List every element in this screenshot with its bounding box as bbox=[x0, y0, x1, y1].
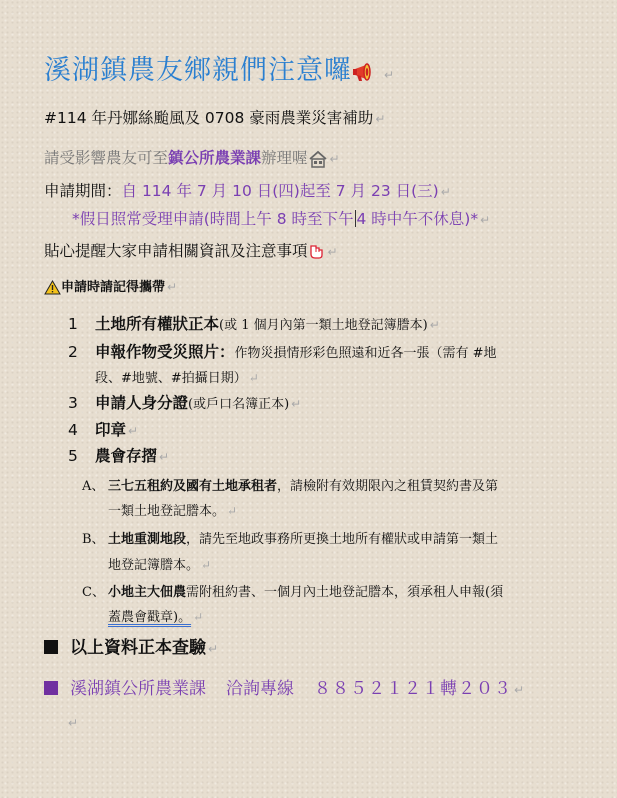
item-note: (或戶口名簿正本) bbox=[188, 397, 290, 412]
bring-heading-text: 申請時請記得攜帶 bbox=[61, 280, 166, 295]
paragraph-mark: ↵ bbox=[167, 280, 178, 294]
paragraph-mark: ↵ bbox=[208, 642, 219, 656]
contact-number: ８８５２１２１轉２０３ bbox=[314, 679, 512, 699]
sub-item-text: ，請檢附有效期限內之租賃契約書及第 bbox=[277, 479, 499, 494]
sub-item-bold: 小地主大佃農 bbox=[108, 585, 187, 600]
list-item bbox=[68, 444, 169, 466]
paragraph-mark: ↵ bbox=[480, 213, 491, 227]
paragraph-mark: ↵ bbox=[201, 558, 212, 572]
item-note-continued: 段、#地號、#拍攝日期） bbox=[95, 371, 247, 386]
item-label: 印章 bbox=[95, 421, 127, 439]
sub-item-text-continued: 蓋農會戳章)。 bbox=[108, 610, 192, 625]
paragraph-mark: ↵ bbox=[248, 371, 259, 385]
item-note: 作物災損情形彩色照遠和近各一張（需有 #地 bbox=[234, 346, 497, 361]
item-number: 3 bbox=[68, 394, 78, 412]
item-number: 2 bbox=[68, 343, 78, 361]
house-icon bbox=[308, 149, 328, 167]
period-label: 申請期間： bbox=[44, 182, 122, 200]
apply-suffix: 辦理喔 bbox=[261, 149, 308, 167]
bullet-square bbox=[44, 640, 58, 654]
paragraph-mark: ↵ bbox=[159, 450, 170, 464]
item-note: (或 1 個月內第一類土地登記簿謄本) bbox=[219, 318, 428, 333]
contact-line bbox=[44, 674, 524, 699]
subsidy-line bbox=[44, 106, 385, 128]
contact-org: 溪湖鎮公所農業課 bbox=[70, 679, 206, 699]
sub-item-text: 需附租約書、一個月內土地登記謄本，須承租人申報(須 bbox=[186, 585, 504, 600]
paragraph-mark: ↵ bbox=[193, 610, 204, 624]
paragraph-mark: ↵ bbox=[514, 683, 525, 697]
paragraph-mark: ↵ bbox=[375, 112, 386, 126]
sub-item-bold: 土地重測地段 bbox=[108, 532, 187, 547]
empty-paragraph bbox=[66, 712, 78, 731]
apply-office: 鎮公所農業課 bbox=[168, 149, 262, 167]
subsidy-text: #114 年丹娜絲颱風及 0708 豪雨農業災害補助 bbox=[44, 109, 374, 127]
paragraph-mark: ↵ bbox=[384, 68, 396, 82]
paragraph-mark: ↵ bbox=[68, 716, 79, 730]
verify-note bbox=[44, 633, 218, 658]
sub-item-text-continued: 地登記簿謄本。 bbox=[108, 558, 200, 573]
sub-item-mark: A、 bbox=[82, 479, 105, 494]
sub-item-text-continued: 一類土地登記謄本。 bbox=[108, 504, 226, 519]
holiday-note bbox=[72, 207, 490, 229]
list-item-continuation bbox=[95, 367, 259, 386]
list-item bbox=[68, 391, 301, 413]
sub-item-continuation bbox=[108, 500, 237, 519]
reminder-line bbox=[44, 239, 338, 261]
sub-item-continuation bbox=[108, 554, 211, 573]
item-number: 4 bbox=[68, 421, 78, 439]
paragraph-mark: ↵ bbox=[327, 245, 338, 259]
item-label: 農會存摺 bbox=[95, 447, 158, 465]
holiday-note-a: *假日照常受理申請(時間上午 8 時至下午 bbox=[72, 210, 354, 228]
item-label: 申報作物受災照片： bbox=[95, 343, 235, 361]
pointing-hand-icon bbox=[308, 242, 326, 260]
reminder-text: 貼心提醒大家申請相關資訊及注意事項 bbox=[44, 242, 308, 260]
bring-heading bbox=[44, 276, 177, 295]
paragraph-mark: ↵ bbox=[429, 318, 440, 332]
sub-item-mark: C、 bbox=[82, 585, 105, 600]
paragraph-mark: ↵ bbox=[440, 185, 451, 199]
period-value: 自 114 年 7 月 10 日(四)起至 7 月 23 日(三) bbox=[121, 182, 439, 200]
paragraph-mark: ↵ bbox=[227, 504, 238, 518]
list-item bbox=[68, 312, 440, 334]
sub-item-text: ，請先至地政事務所更換土地所有權狀或申請第一類土 bbox=[186, 532, 499, 547]
paragraph-mark: ↵ bbox=[329, 152, 340, 166]
sub-item bbox=[82, 581, 503, 600]
item-label: 申請人身分證 bbox=[95, 394, 189, 412]
item-number: 5 bbox=[68, 447, 78, 465]
warning-icon bbox=[44, 280, 61, 295]
bullet-square bbox=[44, 681, 58, 695]
apply-line bbox=[44, 146, 340, 168]
apply-prefix: 請受影響農友可至 bbox=[44, 149, 169, 167]
list-item bbox=[68, 340, 497, 362]
sub-item bbox=[82, 528, 498, 547]
holiday-note-b: 4 時中午不休息)* bbox=[356, 210, 479, 228]
title-text: 溪湖鎮農友鄉親們注意囉 bbox=[44, 55, 352, 86]
verify-note-text: 以上資料正本查驗 bbox=[70, 638, 206, 658]
megaphone-icon bbox=[352, 55, 382, 86]
item-number: 1 bbox=[68, 315, 78, 333]
sub-item-continuation bbox=[108, 606, 203, 625]
period-line bbox=[44, 179, 451, 201]
sub-item-mark: B、 bbox=[82, 532, 105, 547]
paragraph-mark: ↵ bbox=[291, 397, 302, 411]
contact-label: 洽詢專線 bbox=[226, 679, 294, 699]
page-title bbox=[44, 48, 395, 87]
sub-item bbox=[82, 475, 498, 494]
text-cursor bbox=[355, 210, 356, 227]
item-label: 土地所有權狀正本 bbox=[95, 315, 220, 333]
list-item bbox=[68, 418, 138, 440]
sub-item-bold: 三七五租約及國有土地承租者 bbox=[108, 479, 278, 494]
paragraph-mark: ↵ bbox=[128, 424, 139, 438]
